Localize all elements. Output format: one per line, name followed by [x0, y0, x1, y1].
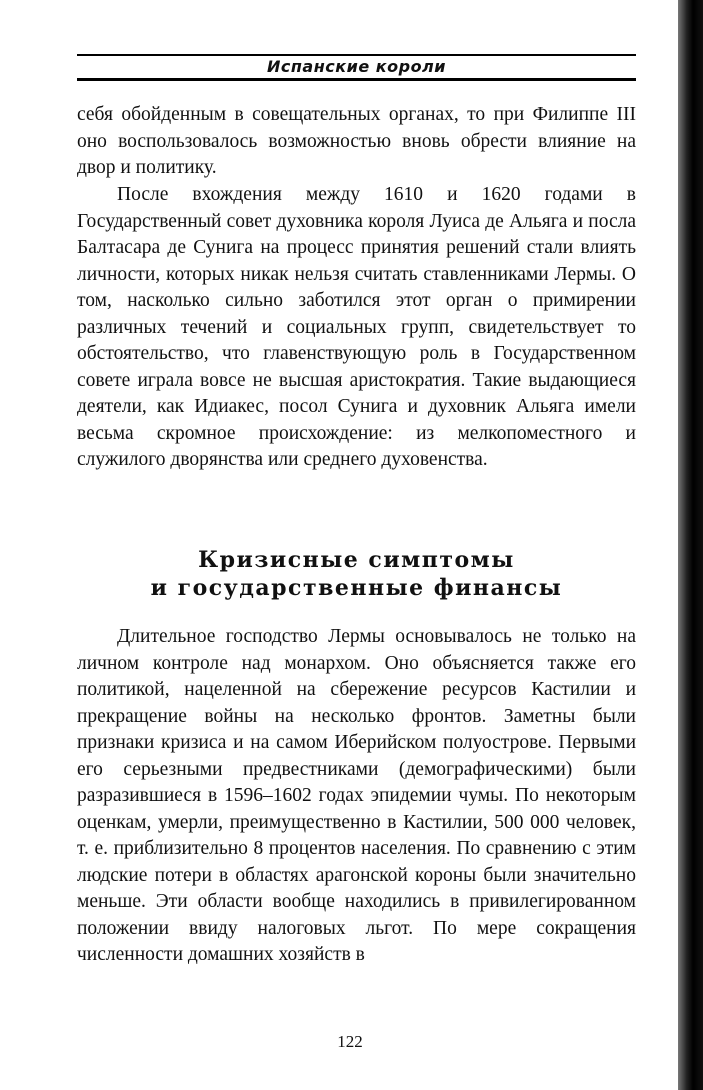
book-binding-edge: [678, 0, 703, 1090]
paragraph: После вхождения между 1610 и 1620 годами в Государственный совет духовника короля Луиса де Альяга и посла Балтасара де Сунига на процесс принятия решений стали влиять личности, которых никак нельзя считать ставленниками Лермы. О том, насколько сильно заботился этот орган о примирении различных течений и социальных групп, свидетельствует то обстоятельство, что главенствующую роль в Государственном совете играла вовсе не высшая аристократия. Такие выдающиеся деятели, как Идиакес, посол Сунига и духовник Альяга имели весьма скромное происхождение: из мелкопоместного и служилого дворянства или среднего духовенства.: [77, 184, 636, 470]
header-rule-bottom: [77, 78, 636, 81]
running-head: Испанские короли: [267, 57, 446, 76]
paragraph-continued: себя обойденным в совещательных органах, то при Филиппе III оно воспользовалось возможностью вновь обрести влияние на двор и политику.: [77, 104, 636, 178]
page-number: 122: [337, 1032, 363, 1051]
section-heading-line-2: и государственные финансы: [150, 575, 563, 601]
section-heading: [77, 546, 636, 602]
section-paragraph: Длительное господство Лермы основывалось не только на личном контроле над монархом. Оно объясняется также его политикой, нацеленной на сбережение ресурсов Кастилии и прекращение войны на несколько фронтов. Заметны были признаки кризиса и на самом Иберийском полуострове. Первыми его серьезными предвестниками (демографическими) были разразившиеся в 1596–1602 годах эпидемии чумы. По некоторым оценкам, умерли, преимущественно в Кастилии, 500 000 человек, т. е. приблизительно 8 процентов населения. По сравнению с этим людские потери в областях арагонской короны были значительно меньше. Эти области вообще находились в привилегированном положении ввиду налоговых льгот. По мере сокращения численности домашних хозяйств в: [77, 626, 636, 965]
section-heading-line-1: Кризисные симптомы: [198, 547, 515, 573]
